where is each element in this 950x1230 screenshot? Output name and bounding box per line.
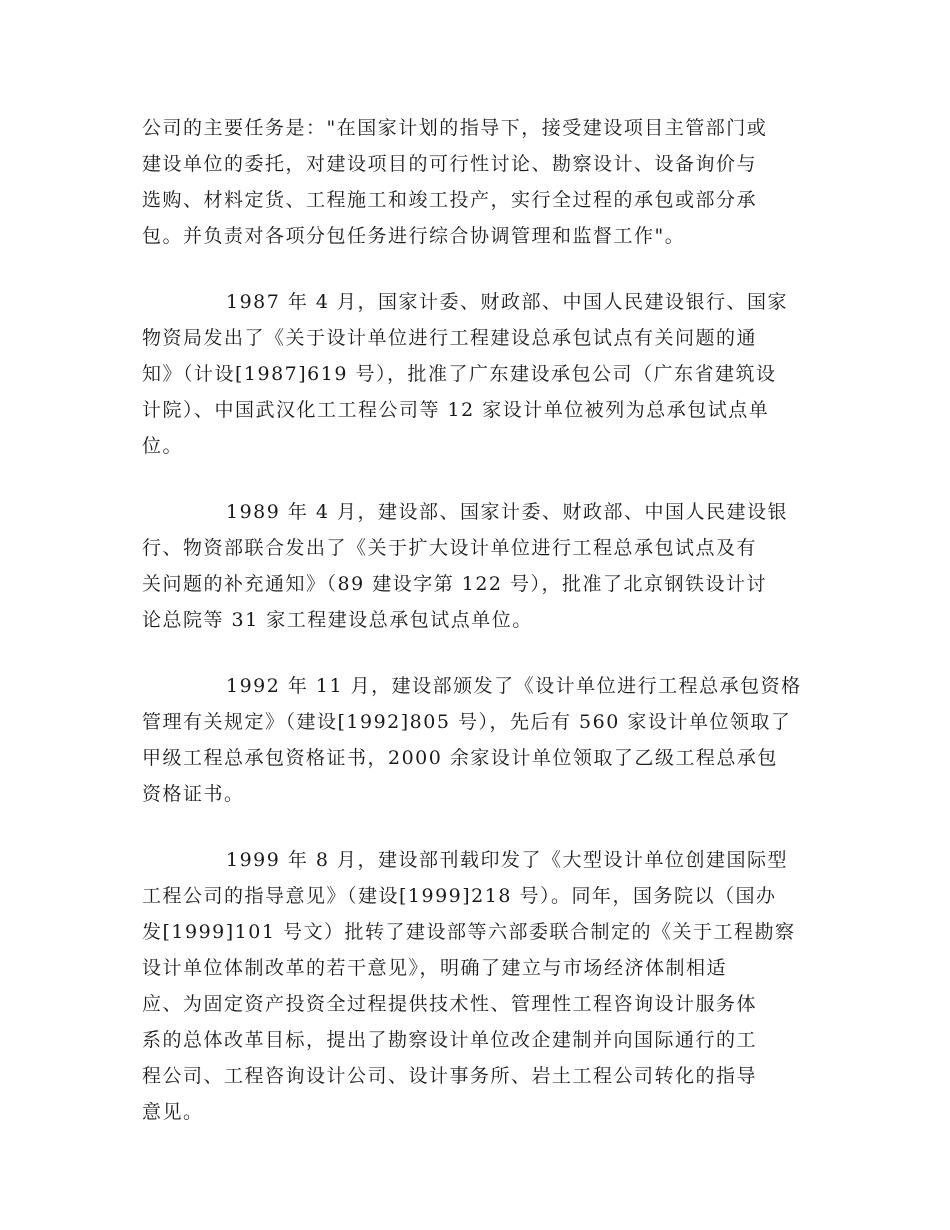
paragraph-2 [142, 284, 822, 464]
paragraph-3 [142, 494, 822, 638]
text-line: 包。并负责对各项分包任务进行综合协调管理和监督工作"。 [142, 225, 686, 247]
paragraph-1 [142, 110, 822, 254]
text-line: 关问题的补充通知》（89 建设字第 122 号），批准了北京钢铁设计讨 [142, 573, 768, 595]
text-line: 发[1999]101 号文）批转了建设部等六部委联合制定的《关于工程勘察 [142, 921, 796, 943]
text-line: 1992 年 11 月，建设部颁发了《设计单位进行工程总承包资格 [226, 675, 802, 697]
text-line: 论总院等 31 家工程建设总承包试点单位。 [142, 609, 533, 631]
paragraph-gap [142, 638, 822, 668]
text-line: 公司的主要任务是："在国家计划的指导下，接受建设项目主管部门或 [142, 117, 768, 139]
text-line: 资格证书。 [142, 783, 245, 805]
text-line: 物资局发出了《关于设计单位进行工程建设总承包试点有关问题的通 [142, 327, 758, 349]
text-line: 设计单位体制改革的若干意见》，明确了建立与市场经济体制相适 [142, 957, 728, 979]
text-line: 1989 年 4 月，建设部、国家计委、财政部、中国人民建设银 [226, 501, 789, 523]
text-line: 建设单位的委托，对建设项目的可行性讨论、勘察设计、设备询价与 [142, 153, 758, 175]
text-line: 系的总体改革目标，提出了勘察设计单位改企建制并向国际通行的工 [142, 1029, 758, 1051]
paragraph-5 [142, 842, 822, 1130]
text-line: 行、物资部联合发出了《关于扩大设计单位进行工程总承包试点及有 [142, 537, 758, 559]
text-line: 管理有关规定》（建设[1992]805 号），先后有 560 家设计单位领取了 [142, 711, 792, 733]
paragraph-4 [142, 668, 822, 812]
text-line: 甲级工程总承包资格证书，2000 余家设计单位领取了乙级工程总承包 [142, 747, 778, 769]
text-line: 应、为固定资产投资全过程提供技术性、管理性工程咨询设计服务体 [142, 993, 758, 1015]
document-body [142, 110, 822, 1130]
paragraph-gap [142, 812, 822, 842]
paragraph-gap [142, 254, 822, 284]
text-line: 1987 年 4 月，国家计委、财政部、中国人民建设银行、国家 [226, 291, 789, 313]
paragraph-gap [142, 464, 822, 494]
text-line: 位。 [142, 435, 184, 457]
text-line: 工程公司的指导意见》（建设[1999]218 号）。同年，国务院以（国办 [142, 885, 777, 907]
text-line: 选购、材料定货、工程施工和竣工投产，实行全过程的承包或部分承 [142, 189, 758, 211]
text-line: 意见。 [142, 1101, 204, 1123]
text-line: 计院）、中国武汉化工工程公司等 12 家设计单位被列为总承包试点单 [142, 399, 770, 421]
text-line: 1999 年 8 月，建设部刊载印发了《大型设计单位创建国际型 [226, 849, 789, 871]
text-line: 知》（计设[1987]619 号），批准了广东建设承包公司（广东省建筑设 [142, 363, 777, 385]
text-line: 程公司、工程咨询设计公司、设计事务所、岩土工程公司转化的指导 [142, 1065, 758, 1087]
